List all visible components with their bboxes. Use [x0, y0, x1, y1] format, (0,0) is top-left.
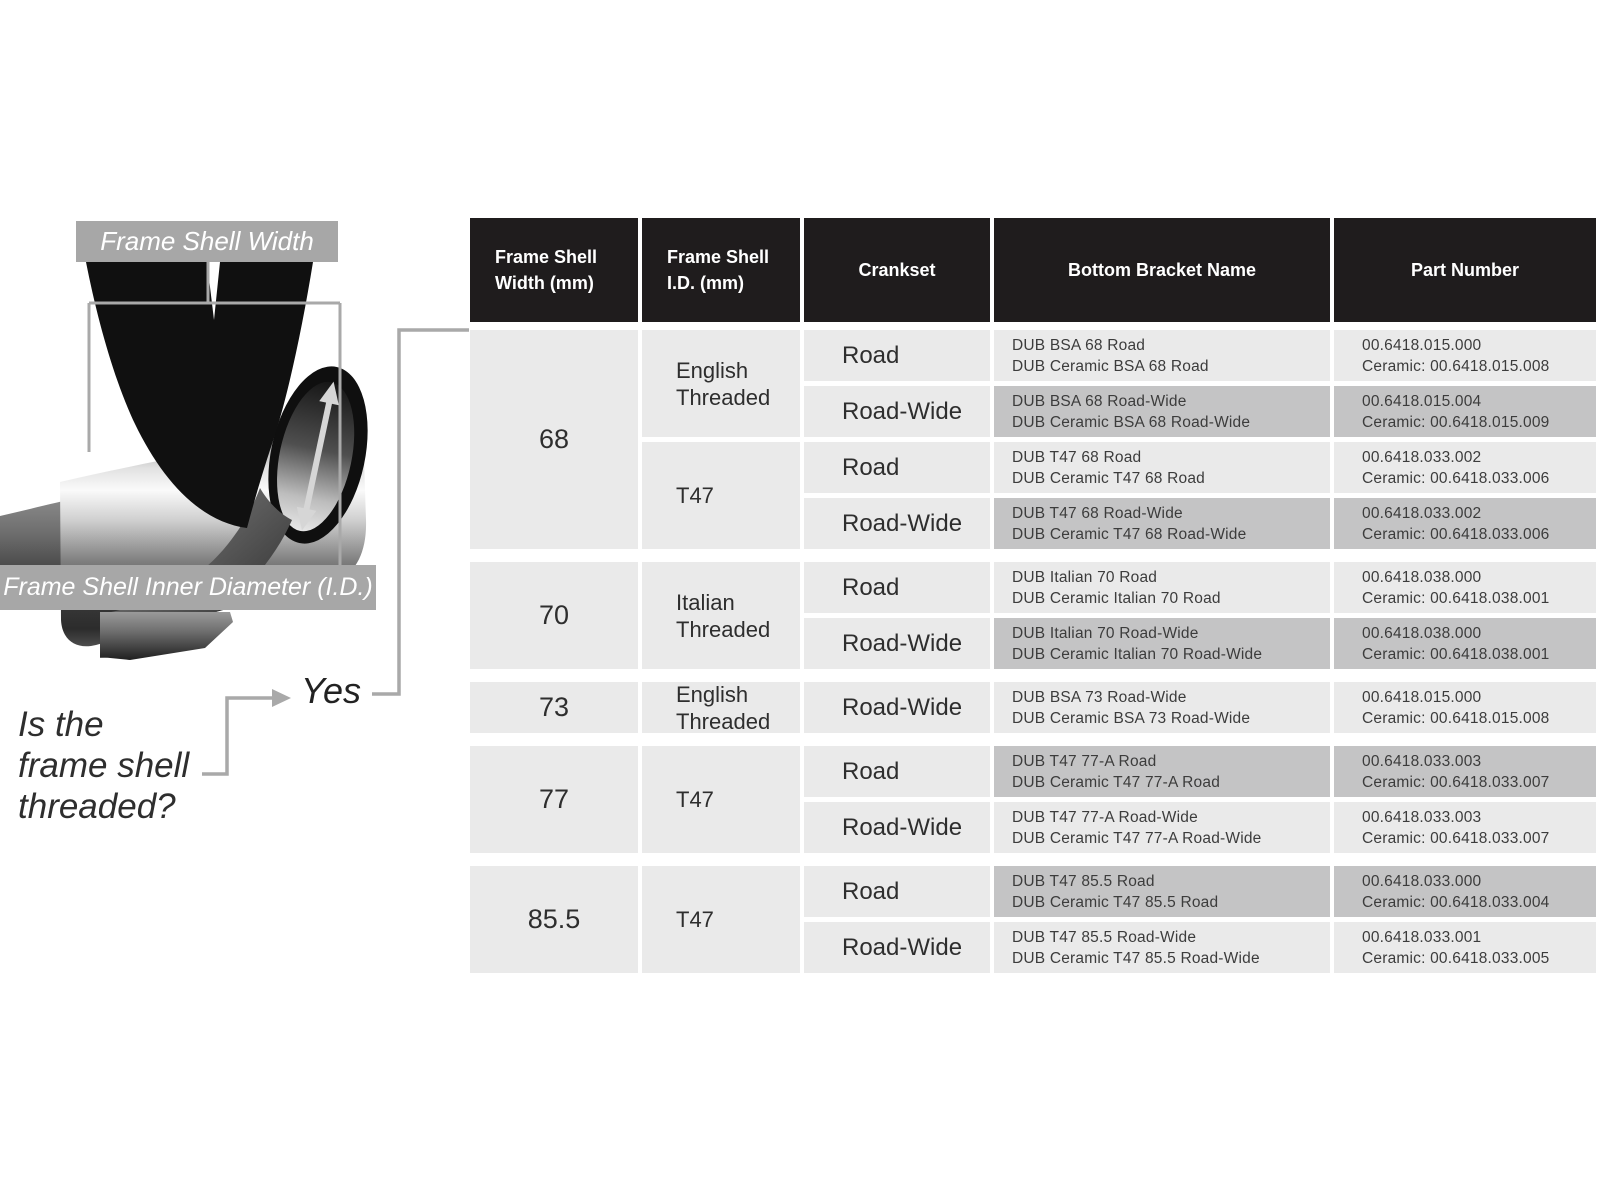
bottom-bracket-name-cell: DUB BSA 73 Road-Wide DUB Ceramic BSA 73 Road-Wide	[994, 682, 1330, 733]
part-number-cell: 00.6418.015.000 Ceramic: 00.6418.015.008	[1334, 330, 1596, 381]
crankset-cell: Road-Wide	[804, 802, 990, 853]
header-frame-shell-width: Frame Shell Width (mm)	[470, 218, 638, 322]
bottom-bracket-name-cell: DUB T47 68 Road-Wide DUB Ceramic T47 68 Road-Wide	[994, 498, 1330, 549]
bottom-bracket-name-cell: DUB T47 68 Road DUB Ceramic T47 68 Road	[994, 442, 1330, 493]
table-group-70	[470, 562, 1596, 669]
part-number-cell: 00.6418.033.000 Ceramic: 00.6418.033.004	[1334, 866, 1596, 917]
bottom-bracket-name-cell: DUB BSA 68 Road DUB Ceramic BSA 68 Road	[994, 330, 1330, 381]
part-number-cell: 00.6418.038.000 Ceramic: 00.6418.038.001	[1334, 618, 1596, 669]
bottom-bracket-name-cell: DUB Italian 70 Road DUB Ceramic Italian 70 Road	[994, 562, 1330, 613]
table-header-row	[470, 218, 1596, 322]
width-cell: 68	[470, 330, 638, 549]
arrowhead-icon	[272, 689, 291, 707]
crankset-cell: Road	[804, 330, 990, 381]
crankset-cell: Road	[804, 442, 990, 493]
part-number-cell: 00.6418.015.000 Ceramic: 00.6418.015.008	[1334, 682, 1596, 733]
bottom-bracket-name-cell: DUB BSA 68 Road-Wide DUB Ceramic BSA 68 Road-Wide	[994, 386, 1330, 437]
crankset-cell: Road	[804, 746, 990, 797]
part-number-cell: 00.6418.033.001 Ceramic: 00.6418.033.005	[1334, 922, 1596, 973]
crankset-cell: Road-Wide	[804, 922, 990, 973]
id-cell: T47	[642, 866, 800, 973]
question-line-2: frame shell	[18, 746, 190, 785]
id-cell: English Threaded	[642, 330, 800, 437]
crankset-cell: Road	[804, 866, 990, 917]
part-number-cell: 00.6418.033.003 Ceramic: 00.6418.033.007	[1334, 802, 1596, 853]
bottom-bracket-name-cell: DUB T47 77-A Road-Wide DUB Ceramic T47 77-A Road-Wide	[994, 802, 1330, 853]
id-cell: T47	[642, 442, 800, 549]
table-group-77	[470, 746, 1596, 853]
id-cell: Italian Threaded	[642, 562, 800, 669]
id-cell: English Threaded	[642, 682, 800, 733]
frame-shell-width-label: Frame Shell Width	[76, 221, 338, 262]
connector-question-to-yes	[202, 689, 291, 774]
part-number-cell: 00.6418.038.000 Ceramic: 00.6418.038.001	[1334, 562, 1596, 613]
crankset-cell: Road-Wide	[804, 618, 990, 669]
part-number-cell: 00.6418.033.002 Ceramic: 00.6418.033.006	[1334, 498, 1596, 549]
question-line-3: threaded?	[18, 787, 176, 826]
table-group-85.5	[470, 866, 1596, 973]
question-line-1: Is the	[18, 705, 104, 744]
bottom-bracket-name-cell: DUB T47 77-A Road DUB Ceramic T47 77-A Road	[994, 746, 1330, 797]
connector-yes-to-table	[372, 330, 469, 694]
width-cell: 70	[470, 562, 638, 669]
part-number-cell: 00.6418.033.002 Ceramic: 00.6418.033.006	[1334, 442, 1596, 493]
table-body	[470, 330, 1596, 973]
seat-tube-tip	[100, 612, 233, 660]
width-cell: 85.5	[470, 866, 638, 973]
flowchart-question	[18, 704, 189, 827]
compatibility-table	[470, 218, 1596, 973]
bottom-bracket-name-cell: DUB Italian 70 Road-Wide DUB Ceramic Italian 70 Road-Wide	[994, 618, 1330, 669]
frame-shell-id-label: Frame Shell Inner Diameter (I.D.)	[0, 565, 376, 610]
header-bottom-bracket-name: Bottom Bracket Name	[994, 218, 1330, 322]
flowchart-answer-yes: Yes	[301, 670, 362, 711]
header-frame-shell-id: Frame Shell I.D. (mm)	[642, 218, 800, 322]
part-number-cell: 00.6418.033.003 Ceramic: 00.6418.033.007	[1334, 746, 1596, 797]
crankset-cell: Road-Wide	[804, 498, 990, 549]
part-number-cell: 00.6418.015.004 Ceramic: 00.6418.015.009	[1334, 386, 1596, 437]
crankset-cell: Road-Wide	[804, 682, 990, 733]
table-group-73	[470, 682, 1596, 733]
crankset-cell: Road-Wide	[804, 386, 990, 437]
width-cell: 77	[470, 746, 638, 853]
bottom-bracket-name-cell: DUB T47 85.5 Road DUB Ceramic T47 85.5 Road	[994, 866, 1330, 917]
id-cell: T47	[642, 746, 800, 853]
header-crankset: Crankset	[804, 218, 990, 322]
header-part-number: Part Number	[1334, 218, 1596, 322]
bottom-bracket-name-cell: DUB T47 85.5 Road-Wide DUB Ceramic T47 85.5 Road-Wide	[994, 922, 1330, 973]
crankset-cell: Road	[804, 562, 990, 613]
table-group-68	[470, 330, 1596, 549]
width-cell: 73	[470, 682, 638, 733]
